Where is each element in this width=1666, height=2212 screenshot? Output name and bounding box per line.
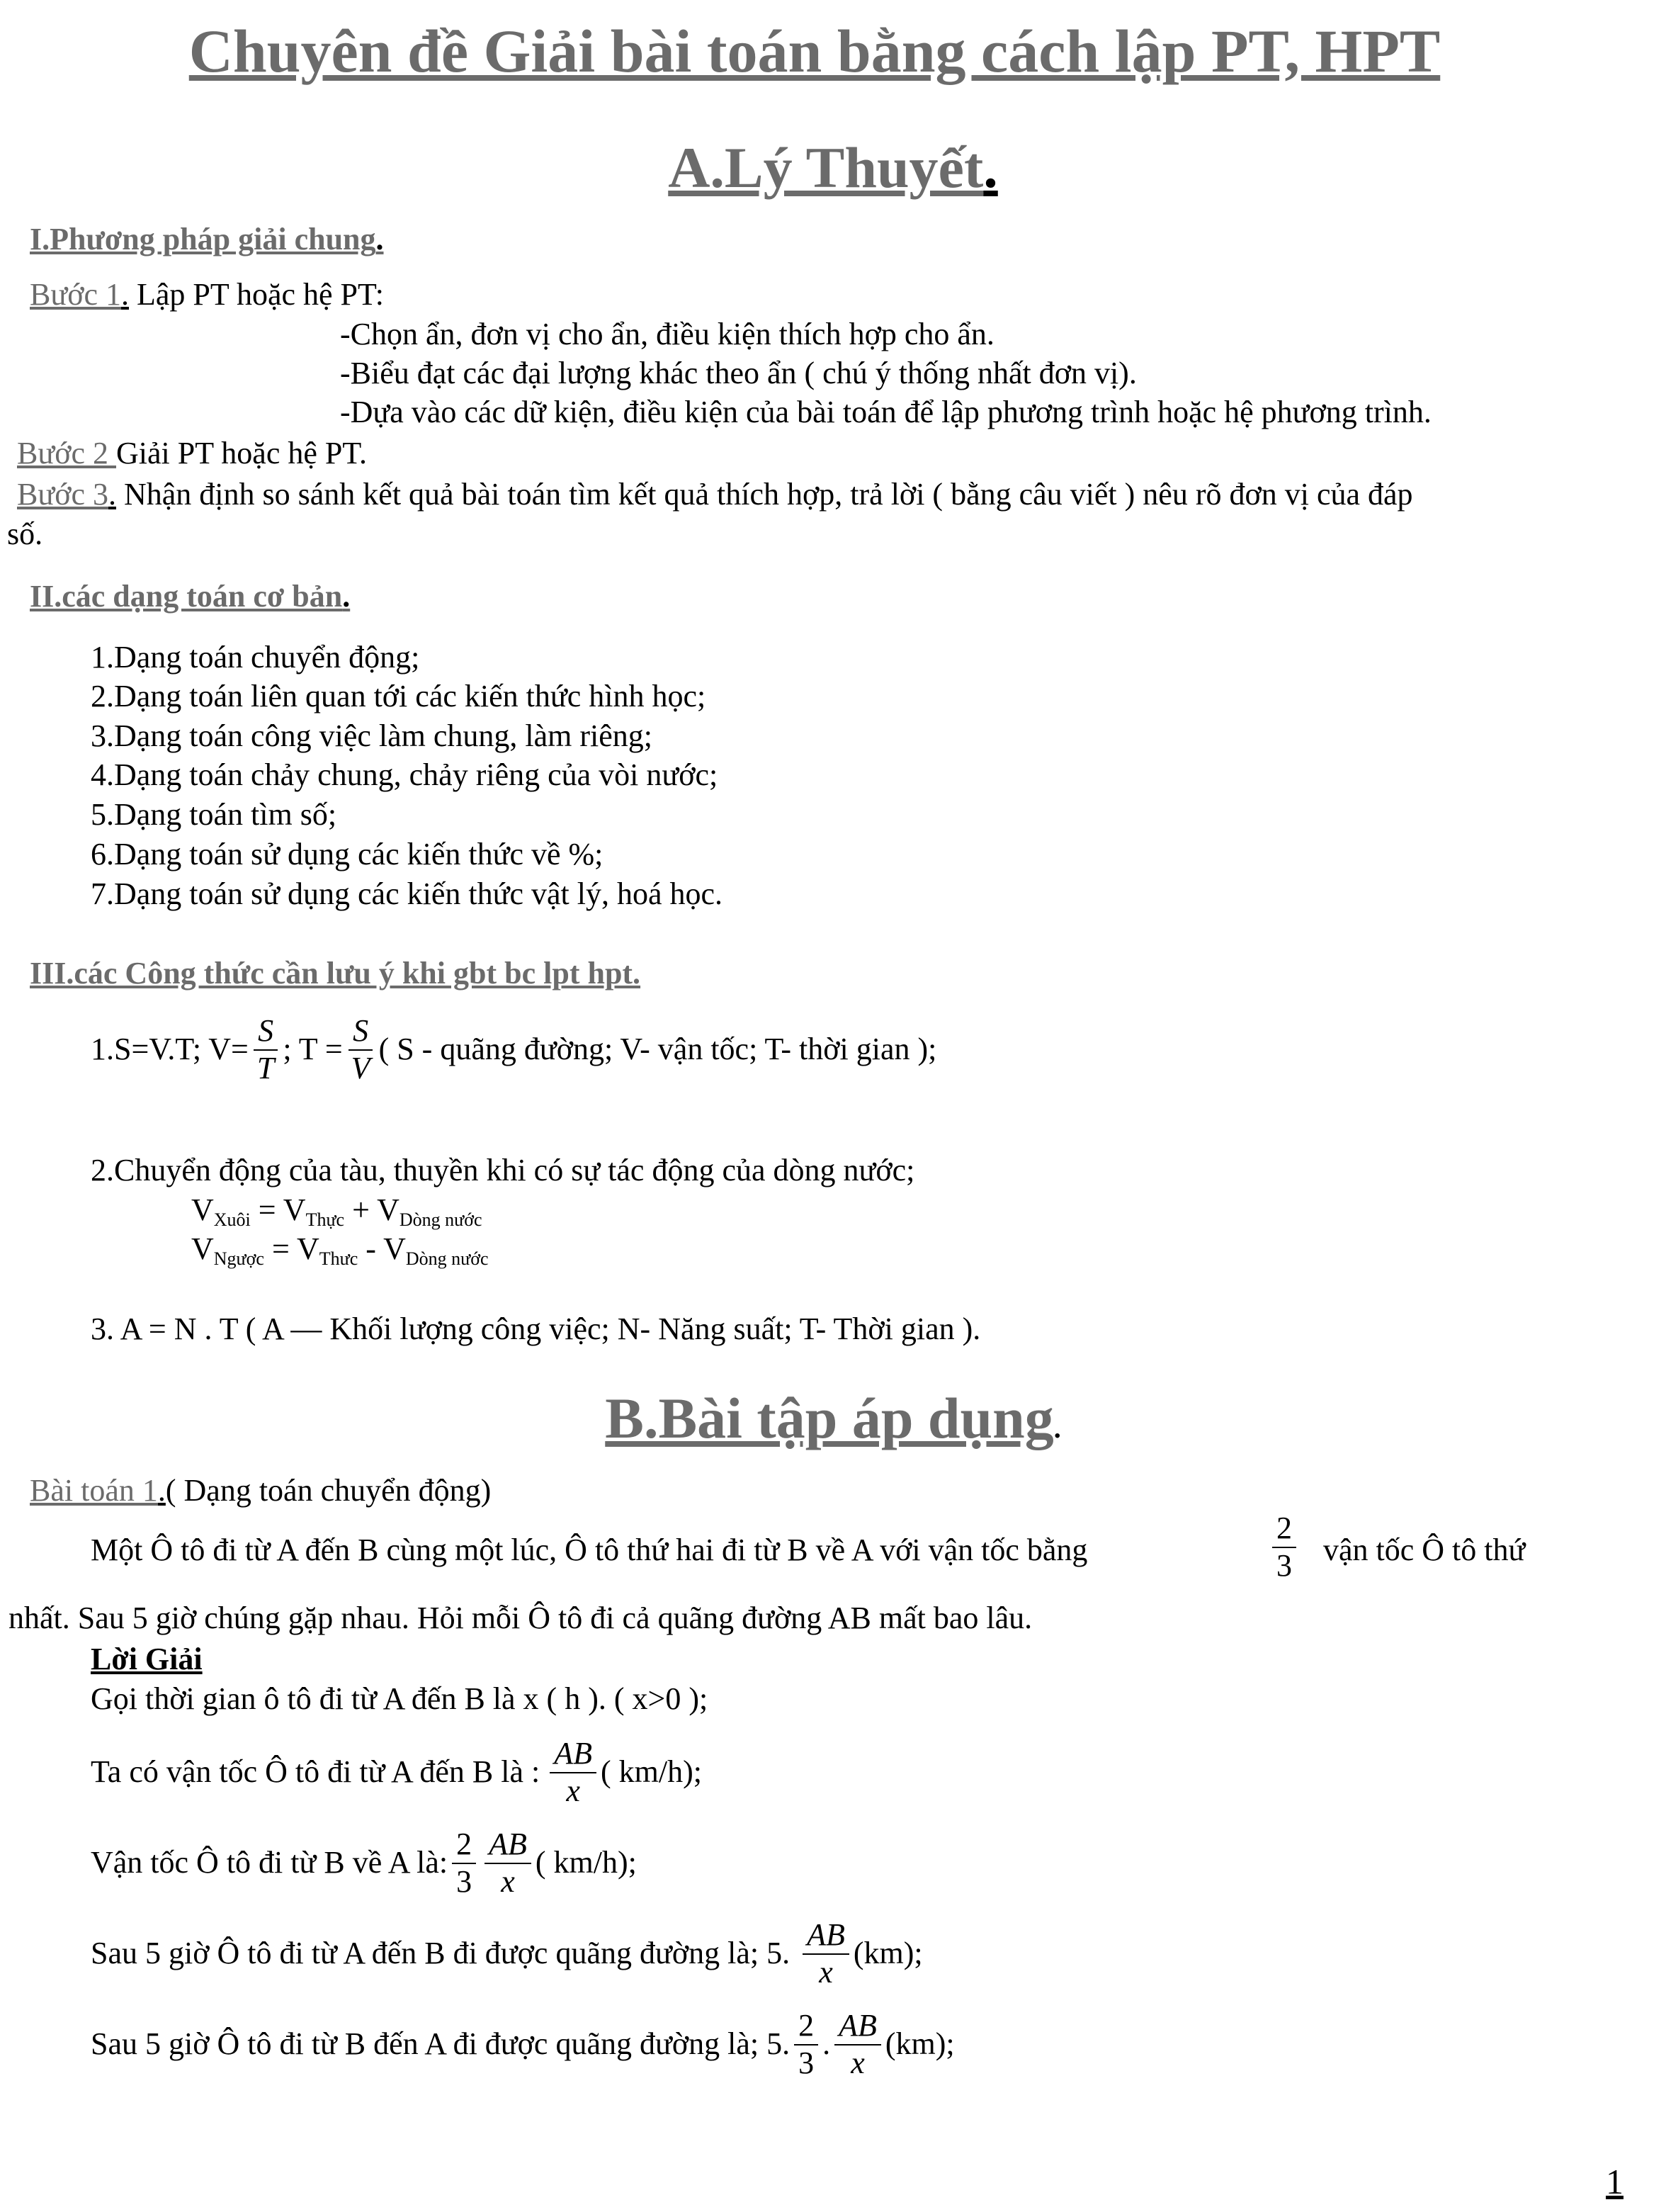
fraction-denominator: x bbox=[566, 1773, 580, 1808]
section-a-label: A.Lý Thuyết bbox=[668, 135, 984, 200]
fraction-denominator: T bbox=[256, 1050, 275, 1085]
step1-item-1: -Chọn ẩn, đơn vị cho ẩn, điều kiện thích hợp cho ẩn. bbox=[340, 317, 994, 351]
formula-1-prefix: 1.S=V.T; V= bbox=[91, 1032, 249, 1067]
list-item: 7.Dạng toán sử dụng các kiến thức vật lý, hoá học. bbox=[91, 876, 723, 911]
step2-label: Bước 2 bbox=[17, 436, 116, 470]
part2-heading-text: II.các dạng toán cơ bản bbox=[30, 579, 343, 614]
formula-1-suffix: ( S - quãng đường; V- vận tốc; T- thời gian ); bbox=[378, 1032, 937, 1067]
step3-text: Nhận định so sánh kết quả bài toán tìm kết quả thích hợp, trả lời ( bằng câu viết ) nêu rõ đơn vị của đáp bbox=[116, 477, 1413, 512]
fraction-denominator: x bbox=[851, 2045, 865, 2080]
solution-label: Lời Giải bbox=[91, 1642, 203, 1676]
subscript-dong-nuoc: Dòng nước bbox=[405, 1248, 489, 1269]
list-item: 6.Dạng toán sử dụng các kiến thức về %; bbox=[91, 837, 604, 871]
fraction-numerator: 2 bbox=[452, 1827, 476, 1864]
fraction-denominator: 3 bbox=[798, 2045, 815, 2080]
problem-1-dot: . bbox=[157, 1473, 166, 1508]
fraction-two-thirds bbox=[794, 2008, 818, 2081]
section-b-label: B.Bài tập áp dụng bbox=[605, 1386, 1054, 1450]
section-a-heading bbox=[0, 135, 1666, 201]
part3-heading: III.các Công thức cần lưu ý khi gbt bc lpt hpt. bbox=[30, 956, 641, 991]
list-item: 5.Dạng toán tìm số; bbox=[91, 797, 337, 832]
solution-line-3 bbox=[91, 1827, 637, 1900]
section-a-dot: . bbox=[983, 135, 998, 200]
subscript-thuc: Thực bbox=[305, 1209, 345, 1230]
formula-1-mid: ; T = bbox=[283, 1032, 343, 1067]
fraction-numerator: AB bbox=[484, 1827, 531, 1864]
step3-dot: . bbox=[108, 477, 116, 512]
formula-2-text: 2.Chuyển động của tàu, thuyền khi có sự tác động của dòng nước; bbox=[91, 1153, 915, 1187]
op-plus: + V bbox=[344, 1192, 400, 1227]
var-v: V bbox=[191, 1231, 214, 1266]
fraction-ab-over-x bbox=[484, 1827, 531, 1900]
solution-line-5-prefix: Sau 5 giờ Ô tô đi từ B đến A đi được quãng đường là; 5. bbox=[91, 2026, 790, 2062]
fraction-denominator: 3 bbox=[1276, 1547, 1292, 1583]
step3-line bbox=[17, 476, 1413, 514]
fraction-numerator: 2 bbox=[794, 2008, 818, 2045]
list-item: 4.Dạng toán chảy chung, chảy riêng của vòi nước; bbox=[91, 757, 718, 792]
list-item: 3.Dạng toán công việc làm chung, làm riêng; bbox=[91, 718, 652, 753]
fraction-denominator: x bbox=[819, 1954, 833, 1990]
step2-text: Giải PT hoặc hệ PT. bbox=[116, 436, 367, 470]
problem-1-type: ( Dạng toán chuyển động) bbox=[165, 1473, 492, 1508]
solution-line-2-prefix: Ta có vận tốc Ô tô đi từ A đến B là : bbox=[91, 1754, 540, 1790]
fraction-denominator: x bbox=[501, 1863, 515, 1899]
fraction-numerator: 2 bbox=[1272, 1511, 1296, 1548]
solution-line-5-suffix: (km); bbox=[885, 2026, 955, 2062]
solution-line-2 bbox=[91, 1736, 702, 1809]
formula-2-upstream bbox=[191, 1231, 489, 1270]
section-b-heading bbox=[0, 1385, 1666, 1452]
fraction-numerator: AB bbox=[550, 1736, 596, 1773]
page-number: 1 bbox=[1606, 2162, 1624, 2201]
part2-heading-dot: . bbox=[342, 579, 351, 614]
op-minus: - V bbox=[358, 1231, 406, 1266]
solution-line-5 bbox=[91, 2008, 955, 2081]
fraction-s-over-t bbox=[253, 1013, 278, 1086]
formula-3: 3. A = N . T ( A — Khối lượng công việc; N- Năng suất; T- Thời gian ). bbox=[91, 1311, 981, 1346]
part2-heading bbox=[30, 578, 350, 614]
fraction-numerator: AB bbox=[834, 2008, 881, 2045]
document-title: Chuyên đề Giải bài toán bằng cách lập PT, HPT bbox=[188, 17, 1441, 85]
problem-1-text-2: nhất. Sau 5 giờ chúng gặp nhau. Hỏi mỗi Ô tô đi cả quãng đường AB mất bao lâu. bbox=[8, 1601, 1033, 1635]
solution-line-4 bbox=[91, 1917, 923, 1990]
subscript-nguoc: Ngược bbox=[213, 1248, 264, 1269]
section-b-dot: . bbox=[1053, 1412, 1061, 1444]
part1-heading bbox=[30, 221, 384, 257]
step1-text: Lập PT hoặc hệ PT: bbox=[129, 277, 384, 312]
step1-item-2: -Biểu đạt các đại lượng khác theo ẩn ( chú ý thống nhất đơn vị). bbox=[340, 356, 1137, 390]
subscript-dong-nuoc: Dòng nước bbox=[399, 1209, 482, 1230]
formula-2-downstream bbox=[191, 1192, 482, 1231]
op-equals: = V bbox=[264, 1231, 319, 1266]
solution-line-3-suffix: ( km/h); bbox=[535, 1845, 637, 1880]
solution-line-3-prefix: Vận tốc Ô tô đi từ B về A là: bbox=[91, 1845, 448, 1880]
part1-heading-text: I.Phương pháp giải chung bbox=[30, 222, 376, 256]
problem-1-heading bbox=[30, 1472, 491, 1510]
step3-label: Bước 3 bbox=[17, 477, 108, 512]
problem-1-fraction bbox=[1268, 1511, 1300, 1584]
solution-line-4-suffix: (km); bbox=[853, 1936, 923, 1971]
subscript-thuc: Thưc bbox=[319, 1248, 358, 1269]
list-item: 2.Dạng toán liên quan tới các kiến thức hình học; bbox=[91, 679, 706, 713]
fraction-two-thirds bbox=[452, 1827, 476, 1900]
fraction-denominator: 3 bbox=[456, 1863, 472, 1899]
op-equals: = V bbox=[250, 1192, 306, 1227]
step2-line bbox=[17, 435, 367, 473]
formula-1 bbox=[91, 1013, 936, 1086]
fraction-ab-over-x bbox=[550, 1736, 596, 1809]
multiply-dot: . bbox=[822, 2026, 831, 2062]
fraction-s-over-v bbox=[347, 1013, 375, 1086]
step1-item-3: -Dựa vào các dữ kiện, điều kiện của bài toán để lập phương trình hoặc hệ phương trình. bbox=[340, 395, 1432, 429]
subscript-xuoi: Xuôi bbox=[213, 1209, 251, 1230]
problem-1-text-1: Một Ô tô đi từ A đến B cùng một lúc, Ô tô thứ hai đi từ B về A với vận tốc bằng bbox=[91, 1533, 1088, 1567]
fraction-ab-over-x bbox=[834, 2008, 881, 2081]
part1-heading-dot: . bbox=[375, 222, 384, 256]
fraction-numerator: S bbox=[348, 1013, 373, 1051]
step1-label: Bước 1 bbox=[30, 277, 121, 312]
fraction-two-thirds bbox=[1272, 1511, 1296, 1584]
fraction-numerator: AB bbox=[803, 1917, 849, 1955]
problem-1-label: Bài toán 1 bbox=[30, 1473, 158, 1508]
solution-line-1: Gọi thời gian ô tô đi từ A đến B là x ( h ). ( x>0 ); bbox=[91, 1681, 708, 1716]
solution-line-2-suffix: ( km/h); bbox=[600, 1754, 702, 1790]
solution-line-4-prefix: Sau 5 giờ Ô tô đi từ A đến B đi được quãng đường là; 5. bbox=[91, 1936, 790, 1971]
step3-text-cont: số. bbox=[7, 517, 43, 551]
fraction-numerator: S bbox=[254, 1013, 278, 1051]
fraction-ab-over-x bbox=[803, 1917, 849, 1990]
step1-line bbox=[30, 276, 384, 314]
var-v: V bbox=[191, 1192, 214, 1227]
problem-1-text-1-end: vận tốc Ô tô thứ bbox=[1323, 1533, 1526, 1567]
step1-dot: . bbox=[121, 277, 129, 312]
fraction-denominator: V bbox=[351, 1050, 370, 1085]
list-item: 1.Dạng toán chuyển động; bbox=[91, 640, 420, 675]
